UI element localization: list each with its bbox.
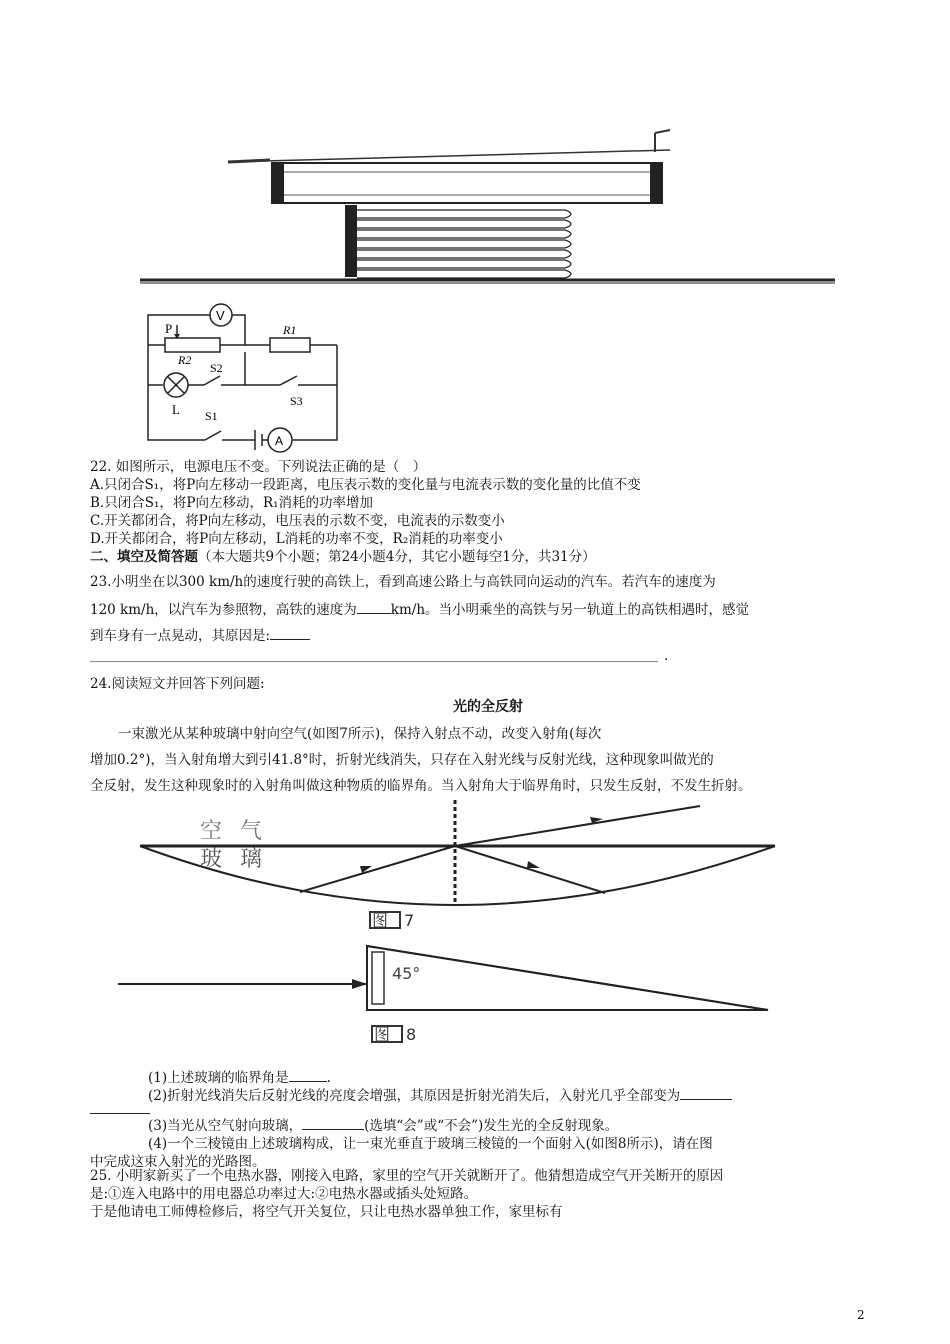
- fig8-caption: 图 8: [374, 1025, 417, 1044]
- q25-line3: 于是他请电工师傅检修后，将空气开关复位，只让电热水器单独工作，家里标有: [90, 1204, 563, 1220]
- q23-line2-a: 120 km/h，以汽车为参照物，高铁的速度为: [90, 602, 357, 618]
- section-note: （本大题共9个小题；第24小题4分，其它小题每空1分，共31分）: [198, 549, 596, 565]
- circuit-label-r1: R1: [283, 323, 297, 337]
- fig7-label-glass: 玻璃: [200, 847, 281, 872]
- circuit-label-v: V: [216, 308, 225, 323]
- q22-option-a: A.只闭合S₁，将P向左移动一段距离，电压表示数的变化量与电流表示数的变化量的比值不变: [90, 477, 641, 493]
- q24-blank-reflected[interactable]: [680, 1087, 732, 1100]
- q24-para-line1: 一束激光从某种玻璃中射向空气(如图7所示)，保持入射点不动，改变入射角(每次: [118, 726, 602, 742]
- q23-line3-text: 到车身有一点晃动，其原因是:: [90, 628, 271, 644]
- circuit-label-l: L: [172, 402, 180, 417]
- q24-blank-critical-angle[interactable]: [289, 1069, 327, 1082]
- q24-blank-will-or-not[interactable]: [302, 1117, 364, 1130]
- fig7-caption: 图 7: [372, 911, 415, 930]
- circuit-label-s2: S2: [210, 361, 223, 375]
- q24-sub1: (1)上述玻璃的临界角是 .: [148, 1070, 331, 1086]
- page-number: 2: [857, 1308, 865, 1322]
- q23-line2-b: km/h。当小明乘坐的高铁与另一轨道上的高铁相遇时，感觉: [390, 602, 750, 618]
- q22-option-b: B.只闭合S₁，将P向左移动，R₁消耗的功率增加: [90, 495, 374, 511]
- circuit-label-a: A: [275, 434, 284, 448]
- circuit-label-p: P: [165, 321, 173, 336]
- q25-line2: 是:①连入电路中的用电器总功率过大:②电热水器或插头处短路。: [90, 1186, 478, 1202]
- q22-stem: 22. 如图所示，电源电压不变。下列说法正确的是（ ）: [90, 459, 427, 475]
- q24-stem: 24.阅读短文并回答下列问题:: [90, 676, 265, 692]
- circuit-label-r2: R2: [178, 353, 192, 367]
- section-title: 二、填空及简答题: [90, 549, 198, 565]
- q22-option-c: C.开关都闭合，将P向左移动，电压表的示数不变，电流表的示数变小: [90, 513, 505, 529]
- q24-title: 光的全反射: [453, 699, 523, 715]
- q24-para-line2: 增加0.2°)，当入射角增大到引41.8°时，折射光线消失，只存在入射光线与反射光线，这种现象叫做光的: [90, 752, 714, 768]
- fig8-angle-label: 45°: [392, 964, 421, 983]
- circuit-label-s3: S3: [290, 394, 303, 408]
- q24-sub2: [148, 1084, 732, 1104]
- q24-sub3-text-b: (选填“会”或“不会”)发生光的全反射现象。: [364, 1118, 619, 1134]
- q24-para-line3: 全反射，发生这种现象时的入射角叫做这种物质的临界角。当入射角大于临界角时，只发生反射，不发生折射。: [90, 778, 752, 794]
- q24-sub2-continuation[interactable]: [90, 1112, 150, 1114]
- q24-sub4-line2: 中完成这束入射光的光路图。: [90, 1154, 266, 1170]
- q24-sub3: [148, 1114, 618, 1134]
- q23-line1: 23.小明坐在以300 km/h的速度行驶的高铁上，看到高速公路上与高铁同向运动的汽车。若汽车的速度为: [90, 574, 716, 590]
- q22-option-d: D.开关都闭合，将P向左移动，L消耗的功率不变，R₂消耗的功率变小: [90, 531, 503, 547]
- q24-sub3-text-a: (3)当光从空气射向玻璃，: [148, 1118, 303, 1134]
- q23-end-mark: .: [664, 648, 669, 664]
- q24-sub1-text: (1)上述玻璃的临界角是: [148, 1070, 289, 1086]
- q24-sub4-line1: (4)一个三棱镜由上述玻璃构成，让一束光垂直于玻璃三棱镜的一个面射入(如图8所示)，请在图: [148, 1136, 713, 1152]
- fig7-label-air: 空气: [200, 819, 281, 844]
- q25-line1: 25. 小明家新买了一个电热水器，刚接入电路，家里的空气开关就断开了。他猜想造成空气开关断开的原因: [90, 1168, 724, 1184]
- q24-sub2-text: (2)折射光线消失后反射光线的亮度会增强，其原因是折射光消失后，入射光几乎全部变为: [148, 1088, 681, 1104]
- circuit-label-s1: S1: [205, 409, 218, 423]
